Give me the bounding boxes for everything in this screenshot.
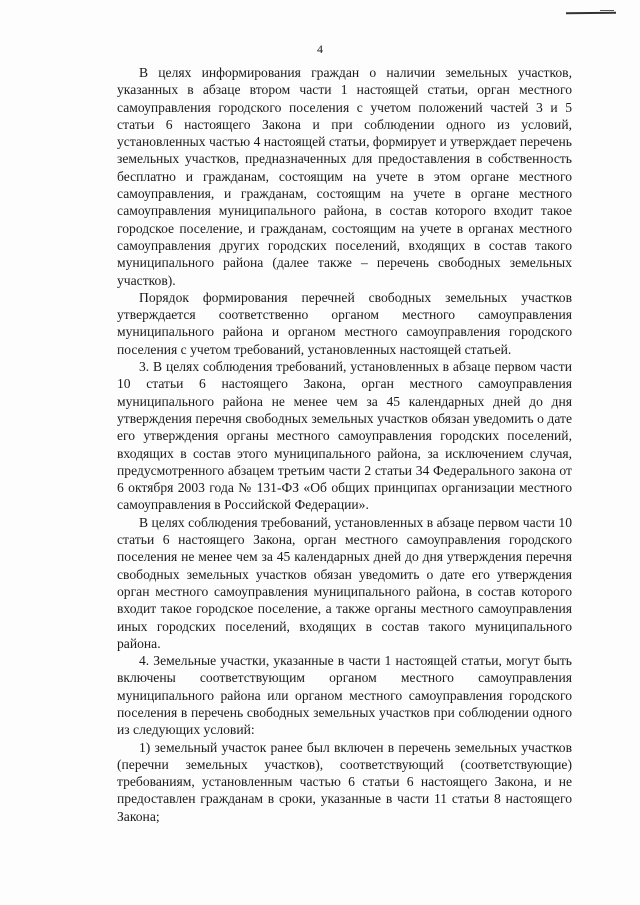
scan-artifact-line-small	[600, 10, 614, 11]
paragraph-6: 1) земельный участок ранее был включен в перечень земельных участков (перечни земельных участков), соответствующий (соответствующие) требованиям, установленным частью 6 статьи 6 настоящего Закона, и не предоставлен гражданам в сроки, указанные в части 11 статьи 8 настоящего Закона;	[117, 739, 572, 824]
paragraph-2: Порядок формирования перечней свободных земельных участков утверждается соответственно органом местного самоуправления муниципального района и органом местного самоуправления городского поселения с учетом требований, установленных настоящей статьей.	[117, 289, 572, 357]
paragraph-3: 3. В целях соблюдения требований, установленных в абзаце первом части 10 статьи 6 настоящего Закона, орган местного самоуправления муниципального района не менее чем за 45 календарных дней до дня утверждения перечня свободных земельных участков обязан уведомить о дате его утверждения органы местного самоуправления городских поселений, входящих в состав этого муниципального района, за исключением случая, предусмотренного абзацем третьим части 2 статьи 34 Федерального закона от 6 октября 2003 года № 131-ФЗ «Об общих принципах организации местного самоуправления в Российской Федерации».	[117, 359, 572, 513]
page-number: 4	[317, 42, 323, 56]
paragraph-1: В целях информирования граждан о наличии земельных участков, указанных в абзаце втором части 1 настоящей статьи, орган местного самоуправления городского поселения с учетом положений частей 3 и 5 статьи 6 настоящего Закона и при соблюдении одного из условий, установленных частью 4 настоящей статьи, формирует и утверждает перечень земельных участков, предназначенных для предоставления в собственность бесплатно и гражданам, состоящим на учете в этом органе местного самоуправления, и гражданам, состоящим на учете в органе местного самоуправления муниципального района, в состав которого входит такое городское поселение, и гражданам, состоящим на учете в органах местного самоуправления других городских поселений, входящих в состав такого муниципального района (далее также – перечень свободных земельных участков).	[117, 65, 572, 288]
document-body	[117, 64, 572, 825]
paragraph-4: В целях соблюдения требований, установленных в абзаце первом части 10 статьи 6 настоящего Закона, орган местного самоуправления городского поселения не менее чем за 45 календарных дней до дня утверждения перечня свободных земельных участков обязан уведомить о дате его утверждения орган местного самоуправления муниципального района, в состав которого входит такое городское поселение, а также органы местного самоуправления иных городских поселений, входящих в состав такого муниципального района.	[117, 514, 572, 651]
paragraph-5: 4. Земельные участки, указанные в части 1 настоящей статьи, могут быть включены соответствующим органом местного самоуправления муниципального района или органом местного самоуправления городского поселения в перечень свободных земельных участков при соблюдении одного из следующих условий:	[117, 653, 572, 738]
scan-artifact-line	[566, 12, 616, 15]
